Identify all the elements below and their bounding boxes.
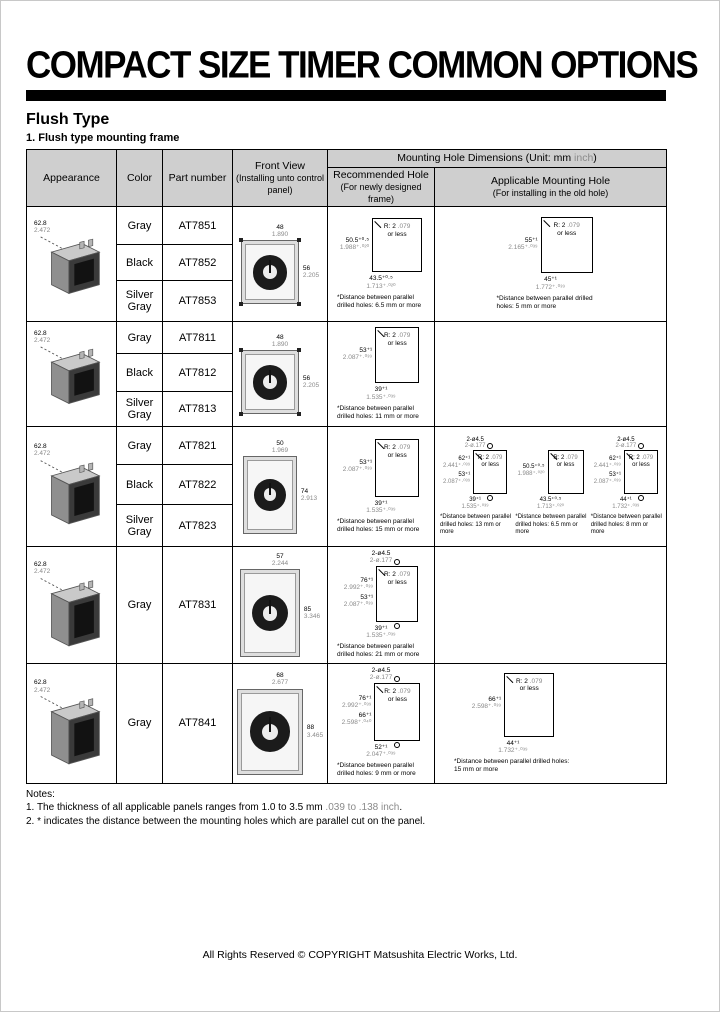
part-number-value: AT7822 [163,465,233,505]
corner-radius-label: R: 2 .079 or less [384,332,411,348]
part-number-value: AT7853 [163,281,233,322]
corner-radius-label: R: 2 .079 or less [553,222,580,238]
corner-lug-icon [297,348,301,352]
part-number-value: AT7811 [163,322,233,354]
color-value: Black [117,465,163,505]
part-number-value: AT7821 [163,427,233,465]
header-part-number: Part number [163,150,233,207]
color-value: Gray [117,322,163,354]
front-view-width: 57 2.244 [271,553,289,568]
hole-height-dimension: 53⁺¹ 2.087⁺·⁰³⁹ [593,472,621,485]
drill-hole-icon [394,559,400,565]
recommended-hole-diagram [329,324,433,424]
recommended-hole-cell [328,664,435,783]
drilled-holes-note: *Distance between parallel drilled holes: 15 mm or more [454,757,570,774]
section-title: Flush Type [26,111,110,128]
table-row [27,322,667,354]
timer-dial [253,255,288,290]
timer-front-view-illustration [234,220,326,308]
front-view-cell [233,322,328,427]
corner-lug-icon [239,302,243,306]
table-row [27,664,667,783]
table-row [27,547,667,664]
table-header [27,150,667,207]
front-view-height: 85 3.346 [303,606,321,621]
timer-bezel [237,689,303,775]
appearance-cell [27,664,117,783]
drilled-holes-note: *Distance between parallel drilled holes: 21 mm or more [337,643,420,659]
part-number-value: AT7812 [163,354,233,392]
hole-width-dimension: 43.5⁺⁰·⁵ 1.713⁺·⁰²⁰ [366,275,396,290]
appearance-cell [27,207,117,322]
header-recommended-hole: Recommended Hole (For newly designed frame) [328,168,435,207]
timer-bezel [243,456,297,534]
corner-radius-label: R: 2 .079 or less [384,443,411,459]
drill-hole-callout: 2-ø4.5 2-ø.177 [464,436,486,449]
corner-radius-label: R: 2 .079 or less [516,677,543,693]
front-view-width: 68 2.677 [271,672,289,687]
subsection-title: 1. Flush type mounting frame [26,132,180,144]
hole-width-dimension: 44⁺¹ 1.732⁺·⁰³⁹ [612,497,640,510]
hole-height-dimension: 53⁺¹ 2.087⁺·⁰³⁹ [342,346,373,361]
hole-height-dimension: 50.5⁺⁰·⁵ 1.988⁺·⁰²⁰ [517,464,545,477]
drilled-holes-note: *Distance between parallel drilled holes: 8 mm or more [590,514,662,536]
hole-outline [374,683,420,741]
hole-outer-height-dimension: 62⁺¹ 2.441⁺·⁰³⁹ [593,455,621,469]
color-value: Black [117,245,163,281]
hole-outline [541,217,593,273]
hole-outer-height-dimension: 62⁺¹ 2.441⁺·⁰³⁹ [443,455,471,469]
notes-section [26,788,694,829]
hole-height-dimension: 53⁺¹ 2.087⁺·⁰³⁹ [343,593,374,608]
hole-width-dimension: 39⁺¹ 1.535⁺·⁰³⁹ [366,624,396,639]
timer-front-view-illustration [234,330,326,418]
front-view-cell [233,547,328,664]
drilled-holes-note: *Distance between parallel drilled holes: 15 mm or more [337,518,420,534]
hole-outer-height-dimension: 76⁺¹ 2.992⁺·⁰³⁹ [343,576,374,591]
appearance-dimension: 62.8 2.472 [34,442,51,457]
corner-lug-icon [239,238,243,242]
recommended-hole-diagram [329,215,433,313]
part-number-value: AT7813 [163,392,233,427]
recommended-hole-diagram [329,665,433,781]
applicable-hole-diagram [438,435,512,539]
appearance-cell [27,547,117,664]
mounting-frame-illustration [32,228,108,298]
timer-dial [253,365,288,400]
corner-lug-icon [297,302,301,306]
front-view-height: 56 2.205 [302,265,320,280]
hole-height-dimension: 53⁺¹ 2.087⁺·⁰³⁹ [443,472,471,485]
recommended-hole-diagram [329,436,433,538]
hole-width-dimension: 44⁺¹ 1.732⁺·⁰³⁹ [498,739,528,754]
mounting-frame-illustration [32,687,108,769]
timer-dial [254,479,286,511]
hole-height-dimension: 66⁺¹ 2.598⁺·⁰⁴⁰ [341,711,372,727]
mounting-frame-illustration [32,569,108,651]
mounting-frame-illustration [32,451,108,529]
timer-bezel [241,240,299,304]
header-mounting-hole-dimensions: Mounting Hole Dimensions (Unit: mm inch) [328,150,667,168]
front-view-height: 88 3.465 [306,724,324,739]
front-view-width: 48 1.890 [271,224,289,239]
recommended-hole-cell [328,322,435,427]
recommended-hole-cell [328,427,435,547]
corner-radius-label: R: 2 .079 or less [628,455,654,469]
part-number-value: AT7831 [163,547,233,664]
hole-outline [375,327,419,383]
corner-lug-icon [239,348,243,352]
corner-radius-label: R: 2 .079 or less [384,570,411,586]
hole-height-dimension: 55⁺¹ 2.165⁺·⁰³⁹ [508,236,538,251]
drilled-holes-note: *Distance between parallel drilled holes: 9 mm or more [337,762,416,778]
hole-outline [473,450,507,494]
note-2: 2. * indicates the distance between the mounting holes which are parallel cut on the panel. [26,815,426,827]
appearance-dimension: 62.8 2.472 [34,561,51,576]
appearance-dimension: 62.8 2.472 [34,220,51,235]
drilled-holes-note: *Distance between parallel drilled holes: 5 mm or more [496,294,593,310]
part-number-value: AT7852 [163,245,233,281]
hole-height-dimension: 53⁺¹ 2.087⁺·⁰³⁹ [342,459,373,474]
hole-outer-height-dimension: 76⁺¹ 2.992⁺·⁰³⁹ [342,694,372,709]
table-row [27,427,667,465]
front-view-cell [233,664,328,783]
hole-outline [372,218,422,272]
title-rule [26,90,666,101]
color-value: Gray [117,664,163,783]
hole-width-dimension: 39⁺¹ 1.535⁺·⁰³⁹ [366,386,396,401]
part-number-value: AT7823 [163,505,233,547]
drill-hole-icon [394,623,400,629]
hole-outline [624,450,658,494]
header-color: Color [117,150,163,207]
corner-radius-label: R: 2 .079 or less [383,223,411,239]
appearance-cell [27,427,117,547]
corner-radius-label: R: 2 .079 or less [384,687,411,703]
hole-outline [548,450,584,494]
recommended-hole-cell [328,207,435,322]
drill-hole-callout: 2-ø4.5 2-ø.177 [615,436,637,449]
color-value: Silver Gray [117,505,163,547]
applicable-hole-diagram [589,435,663,539]
timer-bezel [240,569,300,657]
hole-width-dimension: 52⁺¹ 2.047⁺·⁰³⁹ [366,743,396,759]
header-appearance: Appearance [27,150,117,207]
drilled-holes-note: *Distance between parallel drilled holes: 11 mm or more [337,404,419,420]
note-1: 1. The thickness of all applicable panels ranges from 1.0 to 3.5 mm .039 to .138 inch. [26,802,403,813]
hole-outline [375,439,419,497]
notes-heading: Notes: [26,788,55,800]
applicable-hole-cell [435,664,667,783]
drill-hole-callout: 2-ø4.5 2-ø.177 [369,667,393,682]
hole-width-dimension: 43.5⁺⁰·⁵ 1.713⁺·⁰²⁰ [537,497,564,510]
hole-outline [504,673,554,737]
drilled-holes-note: *Distance between parallel drilled holes: 6.5 mm or more [337,293,422,309]
appearance-dimension: 62.8 2.472 [34,679,51,694]
front-view-cell [233,207,328,322]
applicable-hole-cell [435,427,667,547]
front-view-height: 74 2.913 [300,487,318,502]
front-view-width: 50 1.969 [271,439,289,454]
timer-dial [252,595,288,631]
timer-dial [250,711,290,751]
hole-outline [376,566,418,622]
header-applicable-hole: Applicable Mounting Hole (For installing in the old hole) [435,168,667,207]
corner-radius-label: R: 2 .079 or less [478,455,503,469]
drilled-holes-note: *Distance between parallel drilled holes: 6.5 mm or more [515,514,587,536]
part-number-value: AT7841 [163,664,233,783]
front-view-width: 48 1.890 [271,334,289,349]
drilled-holes-note: *Distance between parallel drilled holes: 13 mm or more [440,514,512,536]
applicable-hole-diagram [446,670,580,778]
color-value: Gray [117,547,163,664]
appearance-cell [27,322,117,427]
color-value: Black [117,354,163,392]
color-value: Gray [117,207,163,245]
mounting-frame-illustration [32,338,108,408]
hole-height-dimension: 50.5⁺⁰·⁵ 1.988⁺·⁰²⁰ [339,236,370,251]
front-view-height: 56 2.205 [302,375,320,390]
hole-width-dimension: 39⁺¹ 1.535⁺·⁰³⁹ [461,497,489,510]
timer-front-view-illustration [234,436,326,538]
corner-lug-icon [297,412,301,416]
color-value: Gray [117,427,163,465]
corner-radius-label: R: 2 .079 or less [553,455,578,469]
applicable-hole-diagram [513,435,587,539]
timer-bezel [241,350,299,414]
color-value: Silver Gray [117,281,163,322]
applicable-hole-diagram [489,214,613,314]
hole-width-dimension: 45⁺¹ 1.772⁺·⁰³⁹ [535,276,566,291]
front-view-cell [233,427,328,547]
hole-height-dimension: 66⁺¹ 2.598⁺·⁰³⁹ [471,696,502,711]
timer-front-view-illustration [234,668,326,778]
corner-lug-icon [297,238,301,242]
timer-front-view-illustration [234,549,326,661]
copyright-footer: All Rights Reserved © COPYRIGHT Matsushita Electric Works, Ltd. [202,949,518,961]
table-row [27,207,667,245]
header-front-view: Front View (Installing unto control panel) [233,150,328,207]
applicable-hole-cell [435,207,667,322]
applicable-hole-cell [435,547,667,664]
hole-width-dimension: 39⁺¹ 1.535⁺·⁰³⁹ [366,499,396,515]
recommended-hole-diagram [329,548,433,662]
corner-lug-icon [239,412,243,416]
color-value: Silver Gray [117,392,163,427]
page-title: COMPACT SIZE TIMER COMMON OPTIONS [26,43,698,86]
drill-hole-callout: 2-ø4.5 2-ø.177 [369,550,393,564]
recommended-hole-cell [328,547,435,664]
options-table [26,149,667,784]
applicable-hole-cell [435,322,667,427]
part-number-value: AT7851 [163,207,233,245]
appearance-dimension: 62.8 2.472 [34,330,51,345]
